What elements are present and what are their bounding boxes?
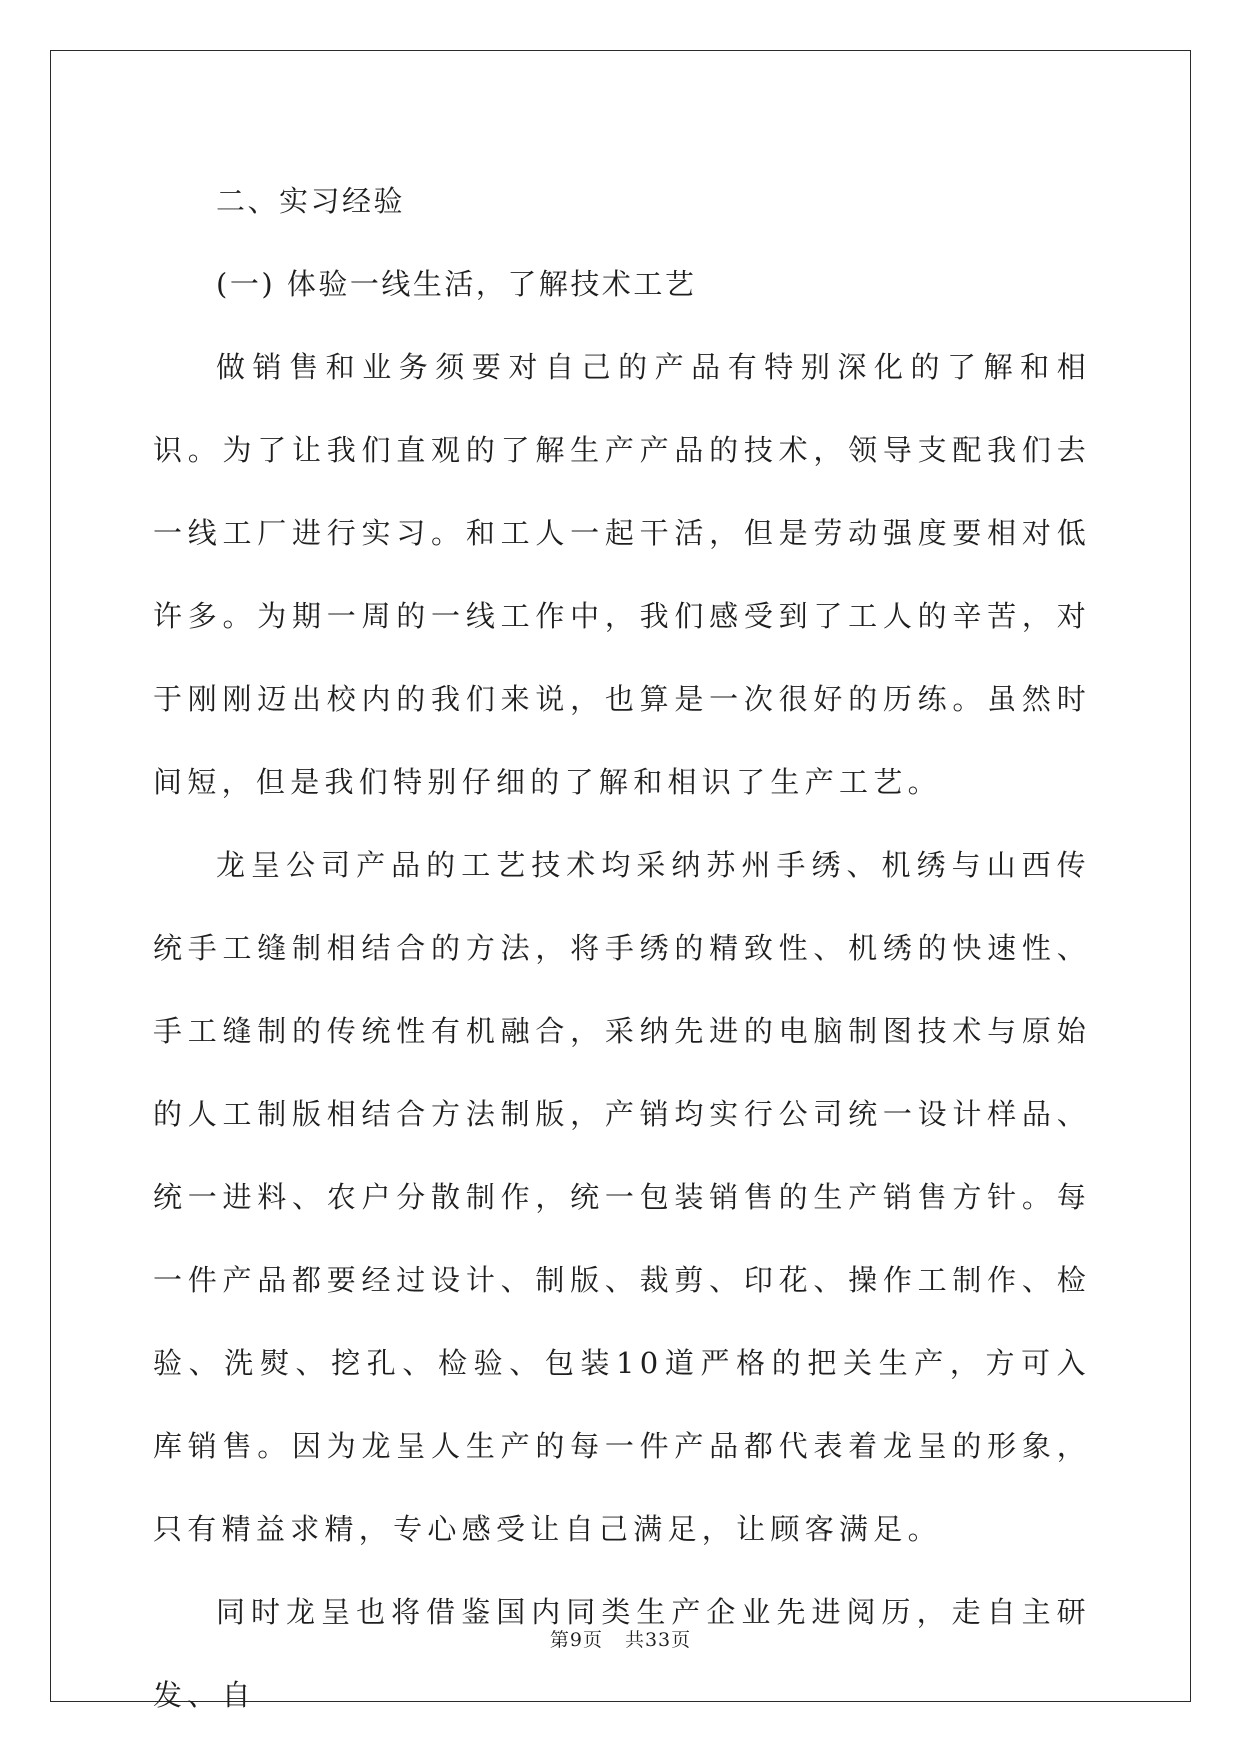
document-body	[153, 160, 1091, 1737]
subsection-heading: (一) 体验一线生活，了解技术工艺	[216, 267, 697, 301]
page-footer	[0, 1628, 1241, 1652]
paragraph-2: 龙呈公司产品的工艺技术均采纳苏州手绣、机绣与山西传统手工缝制相结合的方法，将手绣的精致性、机绣的快速性、手工缝制的传统性有机融合，采纳先进的电脑制图技术与原始的人工制版相结合方法制版，产销均实行公司统一设计样品、统一进料、农户分散制作，统一包装销售的生产销售方针。每一件产品都要经过设计、制版、裁剪、印花、操作工制作、检验、洗熨、挖孔、检验、包装10道严格的把关生产，方可入库销售。因为龙呈人生产的每一件产品都代表着龙呈的形象，只有精益求精，专心感受让自己满足，让顾客满足。	[153, 848, 1091, 1546]
page-number-total: 共33页	[624, 1629, 692, 1651]
paragraph-1: 做销售和业务须要对自己的产品有特别深化的了解和相识。为了让我们直观的了解生产产品的技术，领导支配我们去一线工厂进行实习。和工人一起干活，但是劳动强度要相对低许多。为期一周的一线工作中，我们感受到了工人的辛苦，对于刚刚迈出校内的我们来说，也算是一次很好的历练。虽然时间短，但是我们特别仔细的了解和相识了生产工艺。	[153, 350, 1091, 799]
section-heading: 二、实习经验	[216, 184, 406, 218]
page-number-current: 第9页	[549, 1629, 603, 1651]
paragraph-3: 同时龙呈也将借鉴国内同类生产企业先进阅历，走自主研发、自	[153, 1595, 1091, 1712]
